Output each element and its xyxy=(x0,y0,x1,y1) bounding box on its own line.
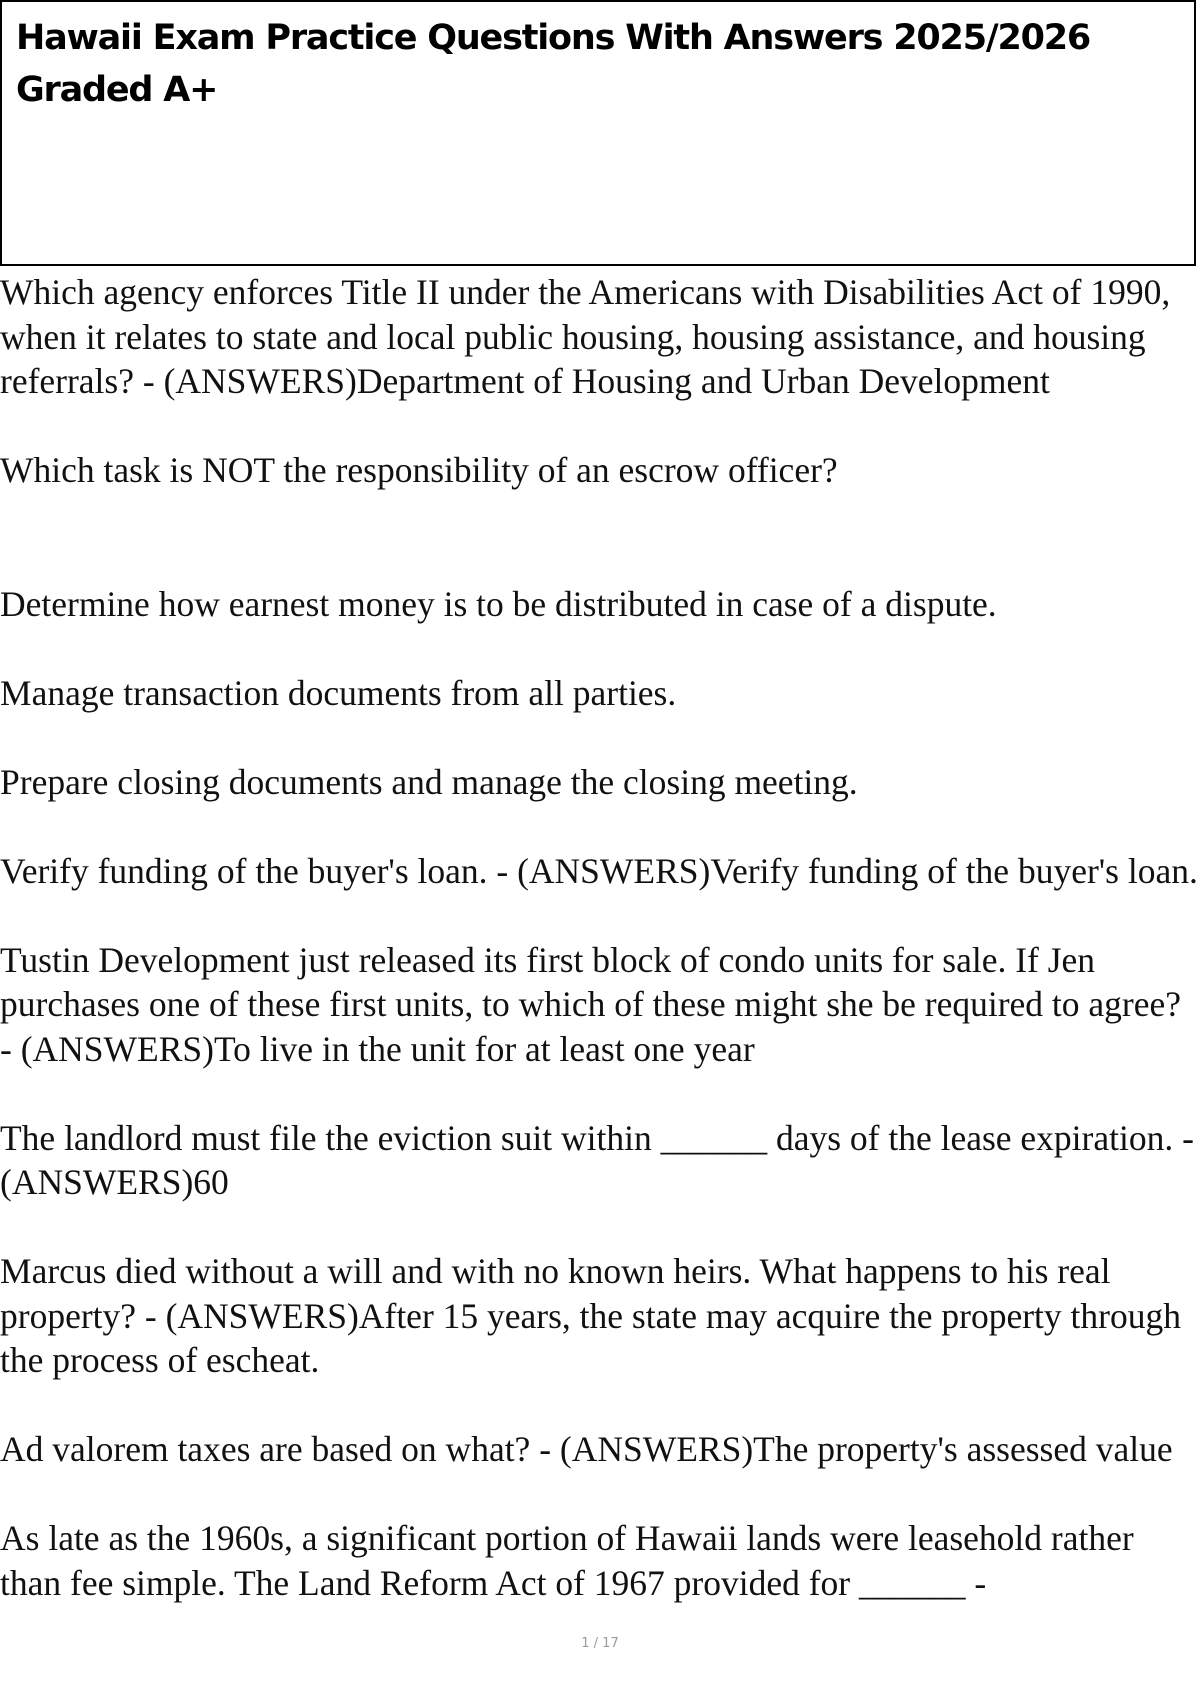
paragraph-option-1: Determine how earnest money is to be distributed in case of a dispute. xyxy=(0,583,997,624)
paragraph-q3: Tustin Development just released its first block of condo units for sale. If Jen purchases one of these first units, to which of these might she be required to agree? - (ANSWERS)To live in the unit for at least one year xyxy=(0,939,1181,1069)
document-title: Hawaii Exam Practice Questions With Answers 2025/2026 Graded A+ xyxy=(16,18,1091,110)
paragraph-q1: Which agency enforces Title II under the Americans with Disabilities Act of 1990, when it relates to state and local public housing, housing assistance, and housing referrals? - (ANSWERS)Department of Housing and Urban Development xyxy=(0,272,1171,401)
paragraph-q4: The landlord must file the eviction suit within ______ days of the lease expiration. - (ANSWERS)60 xyxy=(0,1117,1194,1202)
paragraph-q2: Which task is NOT the responsibility of an escrow officer? xyxy=(0,450,838,490)
paragraph-q5: Marcus died without a will and with no known heirs. What happens to his real property? - (ANSWERS)After 15 years, the state may acquire the property through the process of escheat. xyxy=(0,1251,1181,1380)
page-indicator: 1 / 17 xyxy=(581,1636,619,1651)
paragraph-option-4-answer: Verify funding of the buyer's loan. - (ANSWERS)Verify funding of the buyer's loan. xyxy=(0,850,1198,891)
document-title-box xyxy=(0,0,1196,266)
document-body xyxy=(0,270,1200,1650)
paragraph-option-3: Prepare closing documents and manage the closing meeting. xyxy=(0,761,858,802)
paragraph-option-2: Manage transaction documents from all parties. xyxy=(0,672,677,713)
paragraph-q7: As late as the 1960s, a significant portion of Hawaii lands were leasehold rather than fee simple. The Land Reform Act of 1967 provided for ______ - xyxy=(0,1518,1134,1603)
paragraph-q6: Ad valorem taxes are based on what? - (ANSWERS)The property's assessed value xyxy=(0,1429,1173,1469)
